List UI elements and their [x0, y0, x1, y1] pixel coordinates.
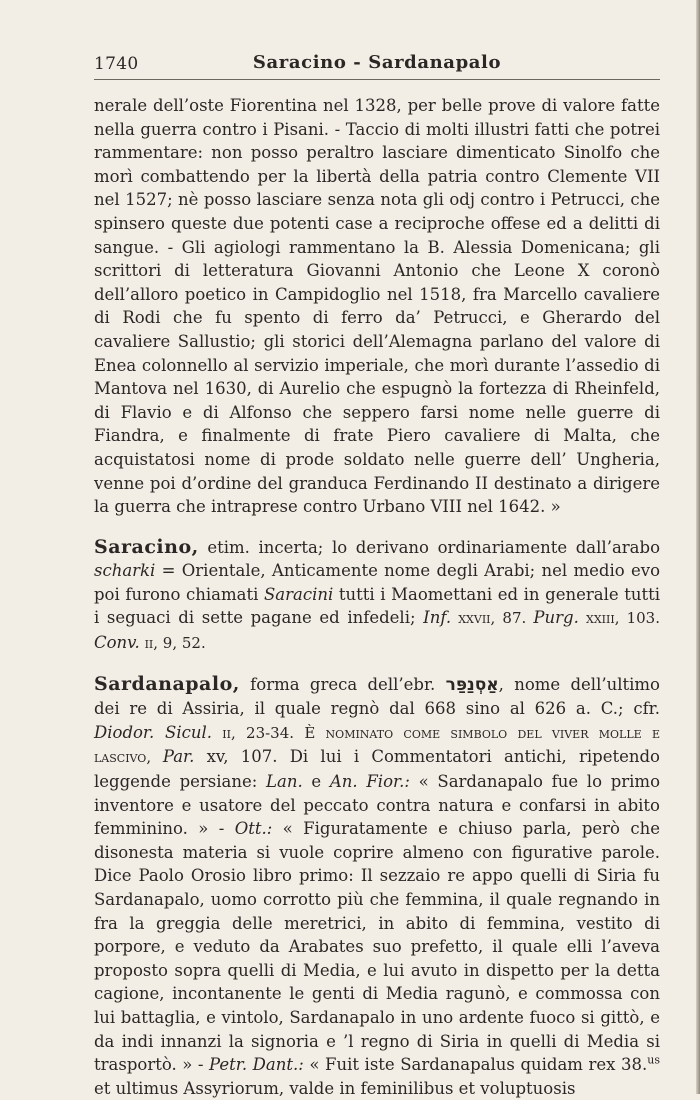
citation: Purg. — [533, 608, 579, 628]
body-text — [94, 94, 660, 1100]
citation: Par. — [162, 747, 195, 767]
citation-number: xxvii, 87. — [451, 609, 534, 628]
quotation: « Figuratamente e chiuso parla, però che disonesta materia si vuole coprire almeno con figurative parole. Dice Paolo Orosio libro primo: Il sezzaio re appo quelli di Siria fu Sardanapalo, uomo corrotto più che femmina, il quale regnando in fra la greggia delle meretrici, in abito di femmina, vestito di porpore, e veduto da Arabates suo prefetto, il quale elli l’aveva proposto sopra quelli di Media, e lui avuto in dispetto per la detta cagione, incontanente le genti di Media ragunò, e commossa con lui battaglia, e vintolo, Sardanapalo in uno ardente fuoco si gittò, e da indi innanzi la signoria e ’l regno di Siria in quelli di Media si trasportò. » - — [94, 819, 661, 1075]
citation: Ott.: — [234, 819, 273, 839]
citation-number: xxiii, 103. — [578, 609, 660, 628]
header-rule — [94, 79, 660, 80]
text: forma greca dell’ebr. — [239, 674, 446, 694]
page-number: 1740 — [94, 54, 139, 74]
citation: Lan. — [266, 772, 303, 792]
text: e — [302, 772, 330, 792]
hebrew-word: אַסְנַפַּר — [445, 674, 499, 695]
citation: Inf. — [423, 608, 452, 628]
quotation: « Sardanapalo fue lo primo inventore e usatore del peccato contra natura e confarsi in abito femminino. » - — [94, 772, 661, 839]
text: xv, 107. Di lui i Commentatori antichi, ripetendo leggende persiane: — [94, 747, 660, 792]
citation: Conv. — [94, 633, 140, 653]
text: , nome dell’ultimo dei re di Assiria, il quale regnò dal 668 sino al 626 a. C.; cfr. — [94, 674, 660, 719]
quotation: et ultimus Assyriorum, valde in feminilibus et voluptuosis — [94, 1078, 576, 1098]
citation: Petr. Dant.: — [209, 1055, 304, 1075]
term: scharki — [94, 561, 156, 581]
page-edge — [696, 0, 700, 1094]
headword-sardanapalo: Sardanapalo, — [94, 672, 240, 695]
text: etim. incerta; lo derivano ordinariamente dall’arabo — [198, 537, 660, 557]
entry-sardanapalo — [94, 673, 660, 1100]
entry-saracino — [94, 536, 660, 656]
headword-saracino: Saracino, — [94, 535, 199, 558]
text: tutti i Maomettani ed in generale tutti i seguaci di sette pagane ed infedeli; — [94, 584, 660, 628]
page-header — [94, 50, 660, 80]
continuation-paragraph: nerale dell’oste Fiorentina nel 1328, per belle prove di valore fatte nella guerra contro i Pisani. - Taccio di molti illustri fatti che potrei rammentare: non posso peraltro lasciare dimenticato Sinolfo che morì combattendo per la libertà della patria contro Clemente VII nel 1527; nè posso lasciare senza nota gli odj contro i Petrucci, che spinsero queste due potenti case a reciproche offese ed a delitti di sangue. - Gli agiologi rammentano la B. Alessia Domenicana; gli scrittori di letteratura Giovanni Antonio che Leone X coronò dell’alloro poetico in Campidoglio nel 1518, fra Marcello cavaliere di Rodi che fu spento di ferro da’ Petrucci, e Gherardo del cavaliere Sallustio; gli storici dell’Alemagna parlano del valore di Enea colonnello al servizio imperiale, che morì durante l’assedio di Mantova nel 1630, di Aurelio che espugnò la fortezza di Rheinfeld, di Flavio e di Alfonso che seppero farsi nome nelle guerre di Fiandra, e finalmente di frate Piero cavaliere di Malta, che acquistatosi nome di prode soldato nelle guerre dell’ Ungheria, venne poi d’ordine del granduca Ferdinando II destinato a dirigere la guerra che intraprese contro Urbano VIII nel 1642. » — [94, 96, 660, 517]
text: = Orientale, Anticamente nome degli Arabi; nel medio evo poi furono chiamati — [94, 561, 660, 604]
citation-number: ii, 9, 52. — [139, 634, 206, 653]
text: ii, 23-34. È nominato come simbolo del viver molle e lascivo, — [94, 723, 660, 767]
superscript: us — [647, 1053, 660, 1067]
running-title: Saracino - Sardanapalo — [252, 52, 502, 73]
citation: Diodor. Sicul. — [94, 722, 212, 742]
quotation: « Fuit iste Sardanapalus quidam rex 38. — [303, 1055, 648, 1075]
citation: An. Fior.: — [329, 772, 410, 792]
term: Saracini — [264, 584, 334, 604]
